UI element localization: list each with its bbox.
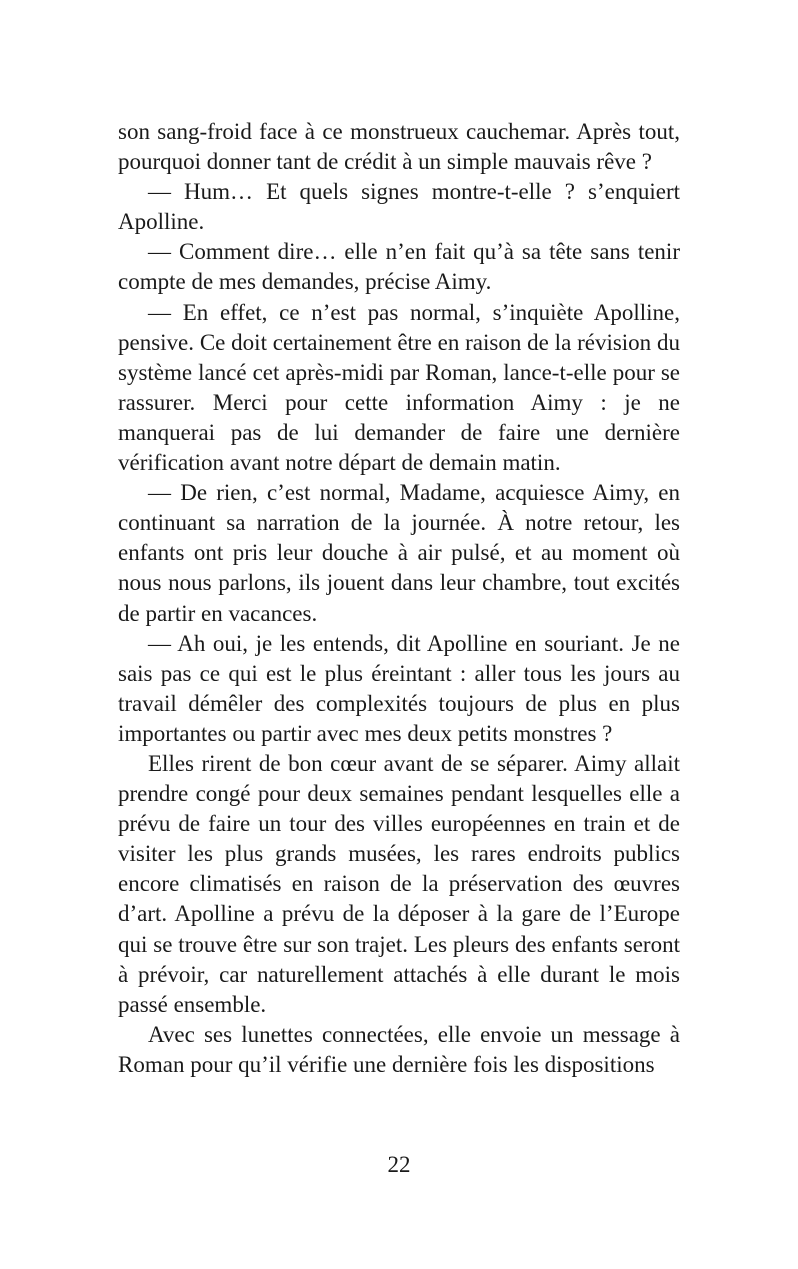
paragraph-narration-1: Elles rirent de bon cœur avant de se séparer. Aimy allait prendre congé pour deux semaines pendant lesquelles elle a prévu de faire un tour des villes européennes en train et de visiter les plus grands musées, les rares endroits publics encore climatisés en raison de la préservation des œuvres d’art. Apolline a prévu de la déposer à la gare de l’Europe qui se trouve être sur son trajet. Les pleurs des enfants seront à prévoir, car naturellement attachés à elle durant le mois passé ensemble. xyxy=(118,750,680,1017)
body-text xyxy=(118,117,680,1080)
paragraph-continuation: son sang-froid face à ce monstrueux cauchemar. Après tout, pourquoi donner tant de crédit à un simple mauvais rêve ? xyxy=(118,119,680,175)
paragraph-dialogue-5: — Ah oui, je les entends, dit Apolline en souriant. Je ne sais pas ce qui est le plus éreintant : aller tous les jours au travail démêler des complexités toujours de plus en plus importantes ou partir avec mes deux petits monstres ? xyxy=(118,630,680,746)
paragraph-narration-2: Avec ses lunettes connectées, elle envoie un message à Roman pour qu’il vérifie une dernière fois les dispositions xyxy=(118,1021,680,1077)
paragraph-dialogue-1: — Hum… Et quels signes montre-t-elle ? s’enquiert Apolline. xyxy=(118,179,680,235)
page-number: 22 xyxy=(387,1152,411,1177)
paragraph-dialogue-2: — Comment dire… elle n’en fait qu’à sa tête sans tenir compte de mes demandes, précise Aimy. xyxy=(118,239,680,295)
paragraph-dialogue-3: — En effet, ce n’est pas normal, s’inquiète Apolline, pensive. Ce doit certainement être en raison de la révision du système lancé cet après-midi par Roman, lance-t-elle pour se rassurer. Merci pour cette information Aimy : je ne manquerai pas de lui demander de faire une dernière vérification avant notre départ de demain matin. xyxy=(118,299,680,476)
paragraph-dialogue-4: — De rien, c’est normal, Madame, acquiesce Aimy, en continuant sa narration de la journée. À notre retour, les enfants ont pris leur douche à air pulsé, et au moment où nous nous parlons, ils jouent dans leur chambre, tout excités de partir en vacances. xyxy=(118,480,680,626)
